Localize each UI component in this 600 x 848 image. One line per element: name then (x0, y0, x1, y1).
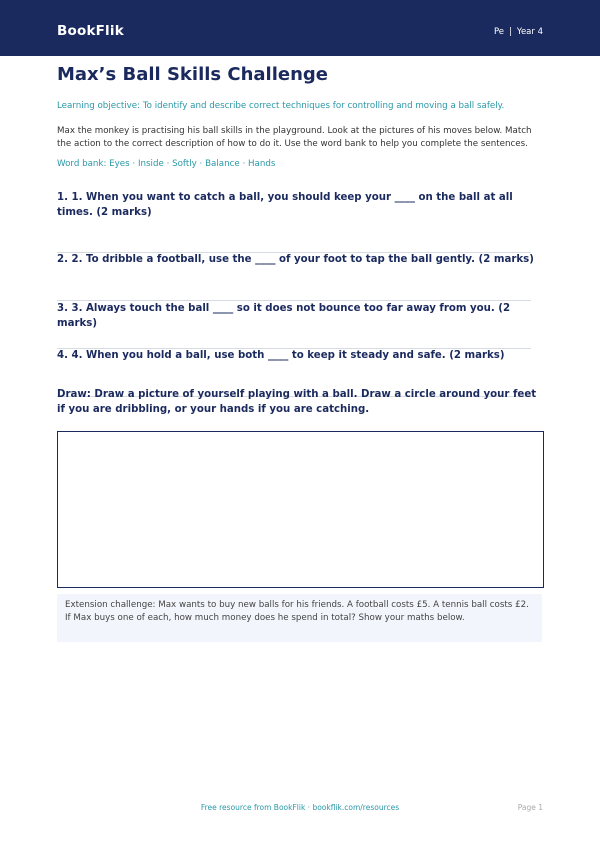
extension-challenge: Extension challenge: Max wants to buy new balls for his friends. A football costs £5. A tennis ball costs £2. If Max buys one of each, how much money does he spend in total? Show your maths below. (57, 594, 542, 642)
subject-year-label (494, 27, 543, 37)
draw-prompt: Draw: Draw a picture of yourself playing with a ball. Draw a circle around your feet if you are dribbling, or your hands if you are catching. (57, 389, 537, 415)
word-bank: Word bank: Eyes · Inside · Softly · Balance · Hands (57, 159, 276, 169)
question-1: 1. 1. When you want to catch a ball, you should keep your ____ on the ball at all times. (2 marks) (57, 192, 513, 218)
question-2: 2. 2. To dribble a football, use the ____ of your foot to tap the ball gently. (2 marks) (57, 254, 534, 265)
question-3: 3. 3. Always touch the ball ____ so it does not bounce too far away from you. (2 marks) (57, 303, 511, 329)
subject-label: Pe (493, 27, 505, 37)
footer-text: Free resource from BookFlik · bookflik.com/resources (200, 803, 400, 812)
header-bar (0, 0, 600, 56)
learning-objective: Learning objective: To identify and describe correct techniques for controlling and moving a ball safely. (57, 101, 505, 111)
page-number: Page 1 (517, 803, 543, 812)
worksheet-title: Max’s Ball Skills Challenge (57, 64, 329, 85)
brand-logo-text: BookFlik (57, 23, 124, 39)
intro-text: Max the monkey is practising his ball skills in the playground. Look at the pictures of his moves below. Match the action to the correct description of how to do it. Use the word bank to help you complete the sentences. (57, 126, 532, 149)
drawing-box[interactable] (57, 431, 544, 588)
question-4: 4. 4. When you hold a ball, use both ____ to keep it steady and safe. (2 marks) (57, 350, 505, 361)
separator: | (509, 27, 512, 37)
year-label: Year 4 (516, 27, 543, 37)
